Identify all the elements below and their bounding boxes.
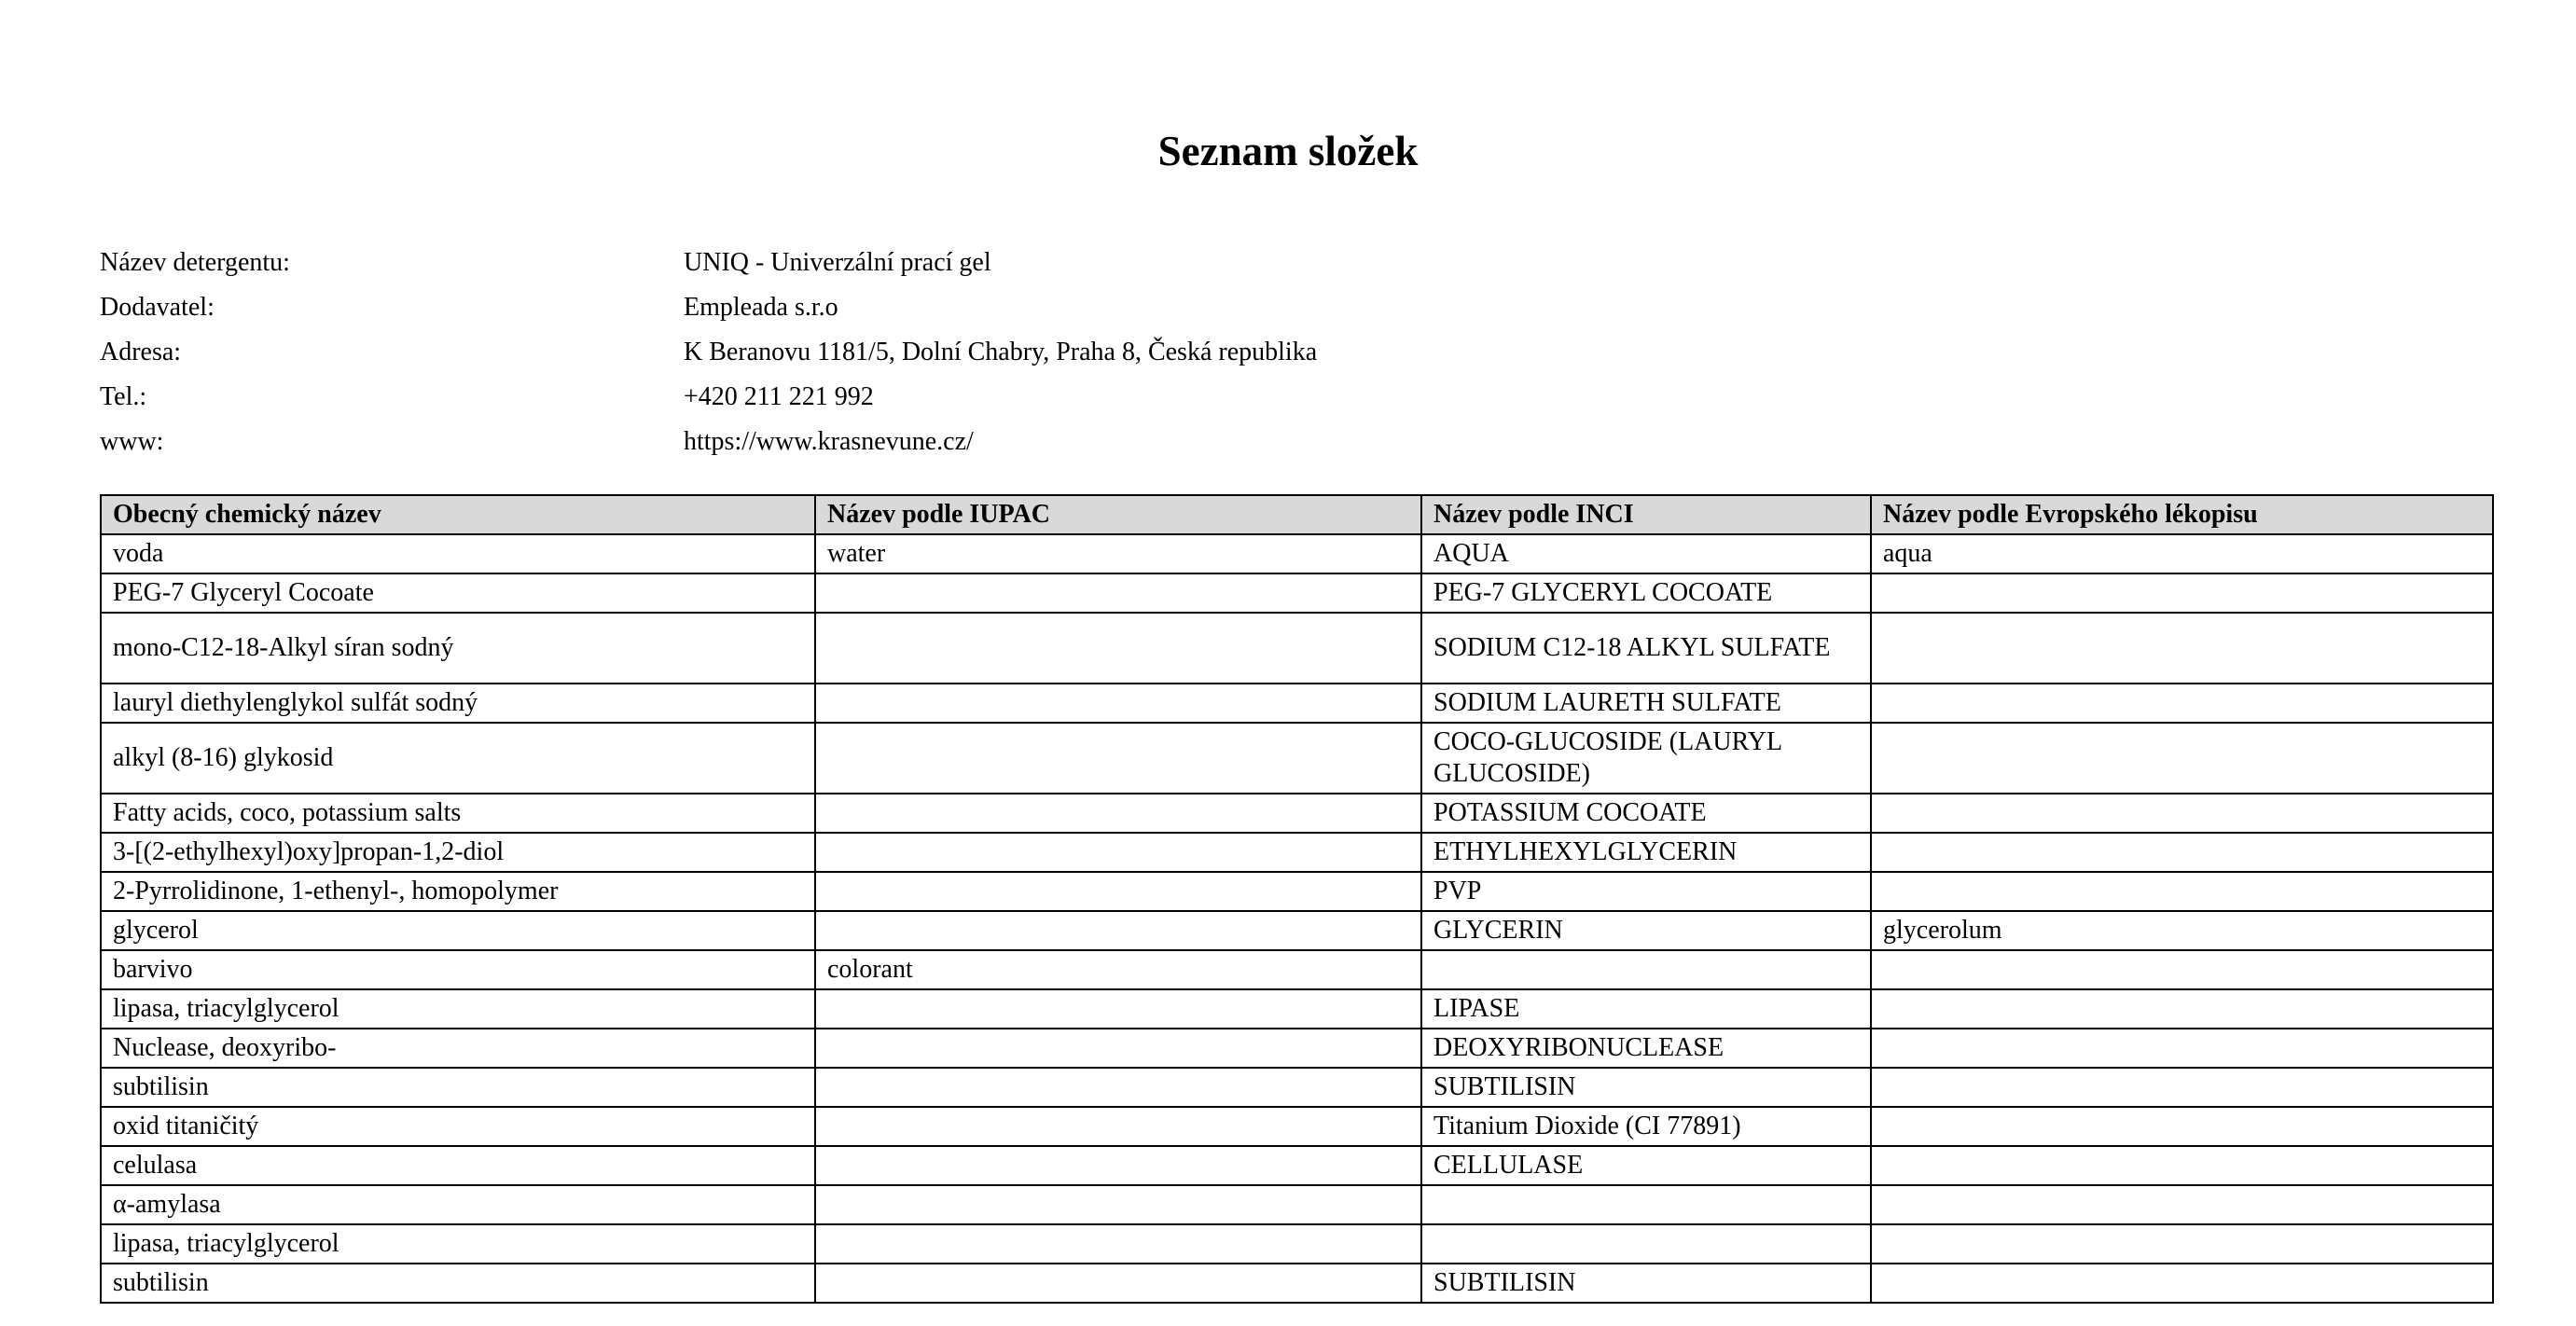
cell-common-name: 3-[(2-ethylhexyl)oxy]propan-1,2-diol [101,833,815,872]
info-row-supplier [100,285,1317,330]
cell-iupac-name [815,794,1421,833]
cell-inci-name: DEOXYRIBONUCLEASE [1421,1029,1871,1068]
cell-inci-name: SUBTILISIN [1421,1068,1871,1107]
cell-common-name: celulasa [101,1146,815,1185]
table-row [101,1107,2493,1146]
info-value: +420 211 221 992 [684,382,874,411]
cell-iupac-name: water [815,534,1421,573]
table-row [101,950,2493,989]
column-header-inci: Název podle INCI [1421,495,1871,534]
cell-iupac-name [815,911,1421,950]
cell-iupac-name [815,723,1421,794]
cell-iupac-name [815,872,1421,911]
table-row [101,911,2493,950]
cell-inci-name: LIPASE [1421,989,1871,1029]
cell-pharmacopoeia-name: glycerolum [1871,911,2493,950]
cell-pharmacopoeia-name [1871,723,2493,794]
cell-pharmacopoeia-name [1871,684,2493,723]
cell-iupac-name [815,1224,1421,1264]
cell-common-name: voda [101,534,815,573]
cell-iupac-name [815,1264,1421,1303]
cell-common-name: Fatty acids, coco, potassium salts [101,794,815,833]
cell-iupac-name [815,1029,1421,1068]
cell-common-name: subtilisin [101,1068,815,1107]
document-title: Seznam složek [1157,128,1419,174]
table-row [101,534,2493,573]
cell-common-name: subtilisin [101,1264,815,1303]
info-value[interactable]: https://www.krasnevune.cz/ [684,427,974,456]
table-row [101,872,2493,911]
cell-pharmacopoeia-name [1871,613,2493,684]
cell-inci-name: SODIUM LAURETH SULFATE [1421,684,1871,723]
table-row [101,794,2493,833]
table-row [101,1264,2493,1303]
cell-pharmacopoeia-name [1871,794,2493,833]
cell-inci-name: Titanium Dioxide (CI 77891) [1421,1107,1871,1146]
cell-inci-name: ETHYLHEXYLGLYCERIN [1421,833,1871,872]
info-value: Empleada s.r.o [684,293,838,322]
info-label: Dodavatel: [100,293,215,322]
cell-inci-name: PVP [1421,872,1871,911]
cell-iupac-name: colorant [815,950,1421,989]
table-row [101,1029,2493,1068]
cell-iupac-name [815,1146,1421,1185]
cell-pharmacopoeia-name [1871,573,2493,613]
cell-inci-name [1421,950,1871,989]
product-info [100,241,1317,464]
column-header-iupac: Název podle IUPAC [815,495,1421,534]
cell-common-name: PEG-7 Glyceryl Cocoate [101,573,815,613]
column-header-pharmacopoeia: Název podle Evropského lékopisu [1871,495,2493,534]
cell-pharmacopoeia-name [1871,1107,2493,1146]
cell-iupac-name [815,1068,1421,1107]
table-body [101,534,2493,1303]
info-row-website [100,420,1317,464]
cell-iupac-name [815,1107,1421,1146]
table-header-row [101,495,2493,534]
cell-inci-name [1421,1224,1871,1264]
cell-inci-name: GLYCERIN [1421,911,1871,950]
table-row [101,989,2493,1029]
cell-iupac-name [815,573,1421,613]
cell-pharmacopoeia-name [1871,1068,2493,1107]
cell-pharmacopoeia-name [1871,833,2493,872]
table-row [101,684,2493,723]
cell-common-name: lipasa, triacylglycerol [101,989,815,1029]
cell-pharmacopoeia-name: aqua [1871,534,2493,573]
cell-common-name: alkyl (8-16) glykosid [101,723,815,794]
cell-common-name: lipasa, triacylglycerol [101,1224,815,1264]
column-header-common-name: Obecný chemický název [101,495,815,534]
cell-inci-name: SODIUM C12-18 ALKYL SULFATE [1421,613,1871,684]
info-label: Adresa: [100,338,182,366]
table-row [101,613,2493,684]
info-value: K Beranovu 1181/5, Dolní Chabry, Praha 8, Česká republika [684,338,1318,366]
table-row [101,1185,2493,1224]
cell-common-name: Nuclease, deoxyribo- [101,1029,815,1068]
cell-pharmacopoeia-name [1871,872,2493,911]
cell-iupac-name [815,833,1421,872]
table-row [101,573,2493,613]
info-row-address [100,330,1317,375]
cell-pharmacopoeia-name [1871,1029,2493,1068]
cell-common-name: oxid titaničitý [101,1107,815,1146]
cell-pharmacopoeia-name [1871,1146,2493,1185]
cell-iupac-name [815,1185,1421,1224]
info-row-detergent-name [100,241,1317,285]
info-label: Tel.: [100,382,147,411]
table-row [101,1224,2493,1264]
cell-common-name: mono-C12-18-Alkyl síran sodný [101,613,815,684]
info-label: Název detergentu: [100,248,290,277]
info-row-phone [100,375,1317,420]
cell-pharmacopoeia-name [1871,1185,2493,1224]
cell-inci-name: COCO-GLUCOSIDE (LAURYL GLUCOSIDE) [1421,723,1871,794]
cell-pharmacopoeia-name [1871,989,2493,1029]
cell-inci-name: AQUA [1421,534,1871,573]
cell-common-name: glycerol [101,911,815,950]
ingredients-table [100,494,2494,1304]
cell-inci-name [1421,1185,1871,1224]
cell-common-name: barvivo [101,950,815,989]
cell-iupac-name [815,989,1421,1029]
cell-common-name: lauryl diethylenglykol sulfát sodný [101,684,815,723]
cell-common-name: 2-Pyrrolidinone, 1-ethenyl-, homopolymer [101,872,815,911]
cell-pharmacopoeia-name [1871,1224,2493,1264]
cell-pharmacopoeia-name [1871,1264,2493,1303]
info-value: UNIQ - Univerzální prací gel [684,248,991,277]
cell-inci-name: SUBTILISIN [1421,1264,1871,1303]
table-row [101,723,2493,794]
cell-iupac-name [815,613,1421,684]
table-row [101,1146,2493,1185]
cell-iupac-name [815,684,1421,723]
table-row [101,1068,2493,1107]
cell-inci-name: POTASSIUM COCOATE [1421,794,1871,833]
cell-common-name: α-amylasa [101,1185,815,1224]
cell-pharmacopoeia-name [1871,950,2493,989]
cell-inci-name: PEG-7 GLYCERYL COCOATE [1421,573,1871,613]
cell-inci-name: CELLULASE [1421,1146,1871,1185]
table-row [101,833,2493,872]
info-label: www: [100,427,164,456]
